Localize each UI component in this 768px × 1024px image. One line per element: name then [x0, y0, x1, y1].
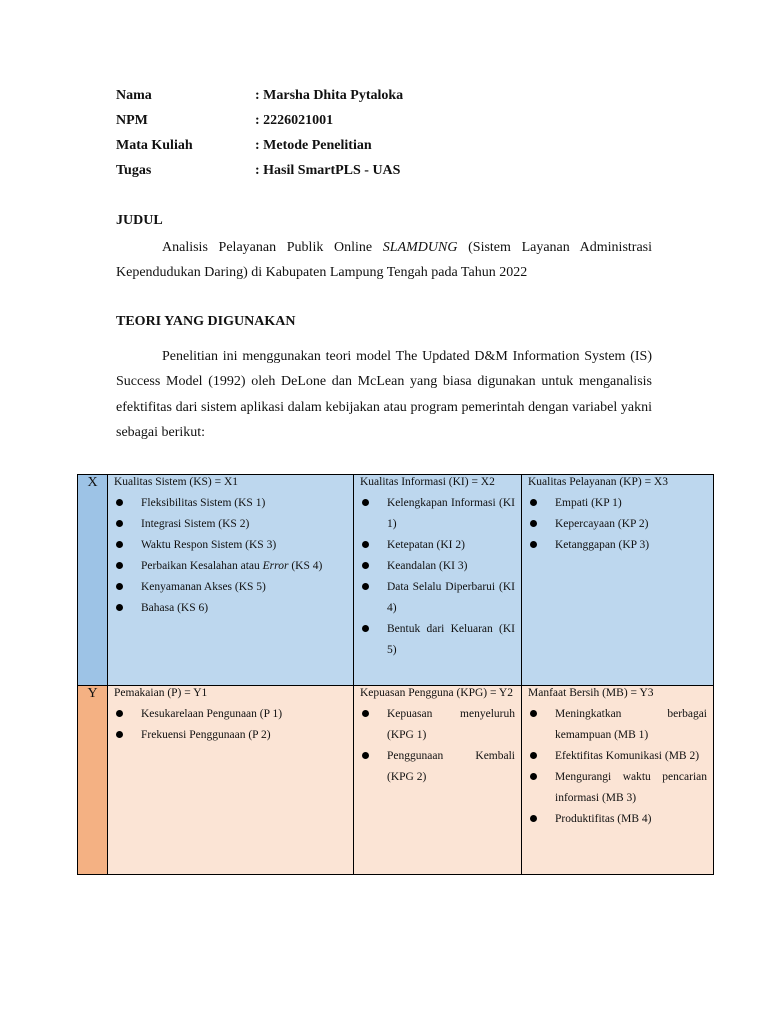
judul-italic-term: SLAMDUNG — [382, 240, 458, 255]
indicator-item — [114, 514, 347, 535]
indicator-label: Bentuk dari Keluaran (KI 5) — [387, 623, 515, 656]
indicator-list — [114, 704, 347, 746]
variable-cell — [522, 686, 714, 875]
indicator-label: Efektifitas Komunikasi (MB 2) — [555, 750, 700, 762]
info-label: NPM — [116, 113, 148, 128]
info-row-nama — [116, 87, 636, 112]
indicator-label: Kepuasan menyeluruh (KPG 1) — [387, 708, 515, 741]
indicator-item — [360, 556, 515, 577]
info-label: Tugas — [116, 163, 152, 178]
indicator-item — [114, 556, 347, 577]
indicator-item — [528, 767, 707, 809]
indicator-label: Kesukarelaan Pengunaan (P 1) — [141, 708, 283, 720]
indicator-item — [528, 514, 707, 535]
variable-cell — [354, 686, 522, 875]
info-row-tugas — [116, 162, 636, 187]
table-row — [78, 686, 714, 875]
indicator-list — [528, 493, 707, 556]
variable-title: Kualitas Sistem (KS) = X1 — [114, 476, 239, 488]
indicator-label: Frekuensi Penggunaan (P 2) — [141, 729, 271, 741]
variable-title: Pemakaian (P) = Y1 — [114, 687, 208, 699]
variable-group-tag: Y — [78, 686, 108, 875]
indicator-item — [528, 746, 707, 767]
indicator-item — [360, 619, 515, 661]
variables-table — [77, 474, 714, 875]
indicator-list — [360, 493, 515, 661]
indicator-label: Meningkatkan berbagai kemampuan (MB 1) — [555, 708, 707, 741]
student-info — [116, 87, 636, 187]
indicator-label: Fleksibilitas Sistem (KS 1) — [141, 497, 266, 509]
indicator-item — [528, 535, 707, 556]
indicator-label: Keandalan (KI 3) — [387, 560, 468, 572]
indicator-label: Empati (KP 1) — [555, 497, 622, 509]
info-row-mata-kuliah — [116, 137, 636, 162]
variable-cell — [108, 475, 354, 686]
variable-title: Kualitas Pelayanan (KP) = X3 — [528, 476, 668, 488]
indicator-label: Mengurangi waktu pencarian informasi (MB 3) — [555, 771, 707, 804]
indicator-item — [114, 598, 347, 619]
info-value: : Hasil SmartPLS - UAS — [255, 163, 401, 178]
judul-text-end: (Sistem Layanan Administrasi Kependudukan Daring) di Kabupaten Lampung Tengah pada Tahun 2022 — [116, 240, 652, 281]
indicator-label: Ketepatan (KI 2) — [387, 539, 465, 551]
indicator-item — [114, 493, 347, 514]
indicator-item — [360, 493, 515, 535]
variable-cell — [108, 686, 354, 875]
indicator-label: Integrasi Sistem (KS 2) — [141, 518, 250, 530]
indicator-item — [114, 535, 347, 556]
judul-text-start: Analisis Pelayanan Publik Online — [162, 240, 383, 255]
variable-title: Manfaat Bersih (MB) = Y3 — [528, 687, 654, 699]
indicator-label: Waktu Respon Sistem (KS 3) — [141, 539, 277, 551]
indicator-item — [360, 535, 515, 556]
indicator-label: Kenyamanan Akses (KS 5) — [141, 581, 266, 593]
variable-title: Kepuasan Pengguna (KPG) = Y2 — [360, 687, 513, 699]
variable-cell — [354, 475, 522, 686]
indicator-label: Bahasa (KS 6) — [141, 602, 209, 614]
indicator-label: Ketanggapan (KP 3) — [555, 539, 650, 551]
judul-heading: JUDUL — [116, 213, 163, 228]
indicator-label: Data Selalu Diperbarui (KI 4) — [387, 581, 515, 614]
indicator-label: Produktifitas (MB 4) — [555, 813, 652, 825]
teori-heading: TEORI YANG DIGUNAKAN — [116, 314, 296, 329]
info-label: Nama — [116, 88, 152, 103]
indicator-item — [114, 577, 347, 598]
indicator-label-italic: Error — [262, 560, 289, 572]
indicator-item — [360, 746, 515, 788]
teori-paragraph: Penelitian ini menggunakan teori model The Updated D&M Information System (IS) Success Model (1992) oleh DeLone dan McLean yang biasa digunakan untuk menganalisis efektifitas dari sistem aplikasi dalam kebijakan atau program pemerintah dengan variabel yakni sebagai berikut: — [116, 349, 652, 440]
indicator-label: Penggunaan Kembali (KPG 2) — [387, 750, 515, 783]
indicator-item — [360, 577, 515, 619]
info-row-npm — [116, 112, 636, 137]
judul-text — [116, 235, 652, 286]
info-label: Mata Kuliah — [116, 138, 193, 153]
info-value: : 2226021001 — [255, 113, 334, 128]
info-value: : Metode Penelitian — [255, 138, 372, 153]
variable-title: Kualitas Informasi (KI) = X2 — [360, 476, 495, 488]
indicator-label: Kepercayaan (KP 2) — [555, 518, 649, 530]
indicator-item — [528, 704, 707, 746]
indicator-list — [114, 493, 347, 619]
indicator-item — [360, 704, 515, 746]
indicator-item — [114, 704, 347, 725]
indicator-list — [360, 704, 515, 788]
indicator-label-end: (KS 4) — [288, 560, 323, 572]
indicator-item — [528, 493, 707, 514]
variable-group-tag: X — [78, 475, 108, 686]
indicator-item — [528, 809, 707, 830]
indicator-label: Kelengkapan Informasi (KI 1) — [387, 497, 515, 530]
variable-cell — [522, 475, 714, 686]
indicator-label-start: Perbaikan Kesalahan atau — [141, 560, 263, 572]
indicator-list — [528, 704, 707, 830]
table-row — [78, 475, 714, 686]
indicator-item — [114, 725, 347, 746]
info-value: : Marsha Dhita Pytaloka — [255, 88, 404, 103]
